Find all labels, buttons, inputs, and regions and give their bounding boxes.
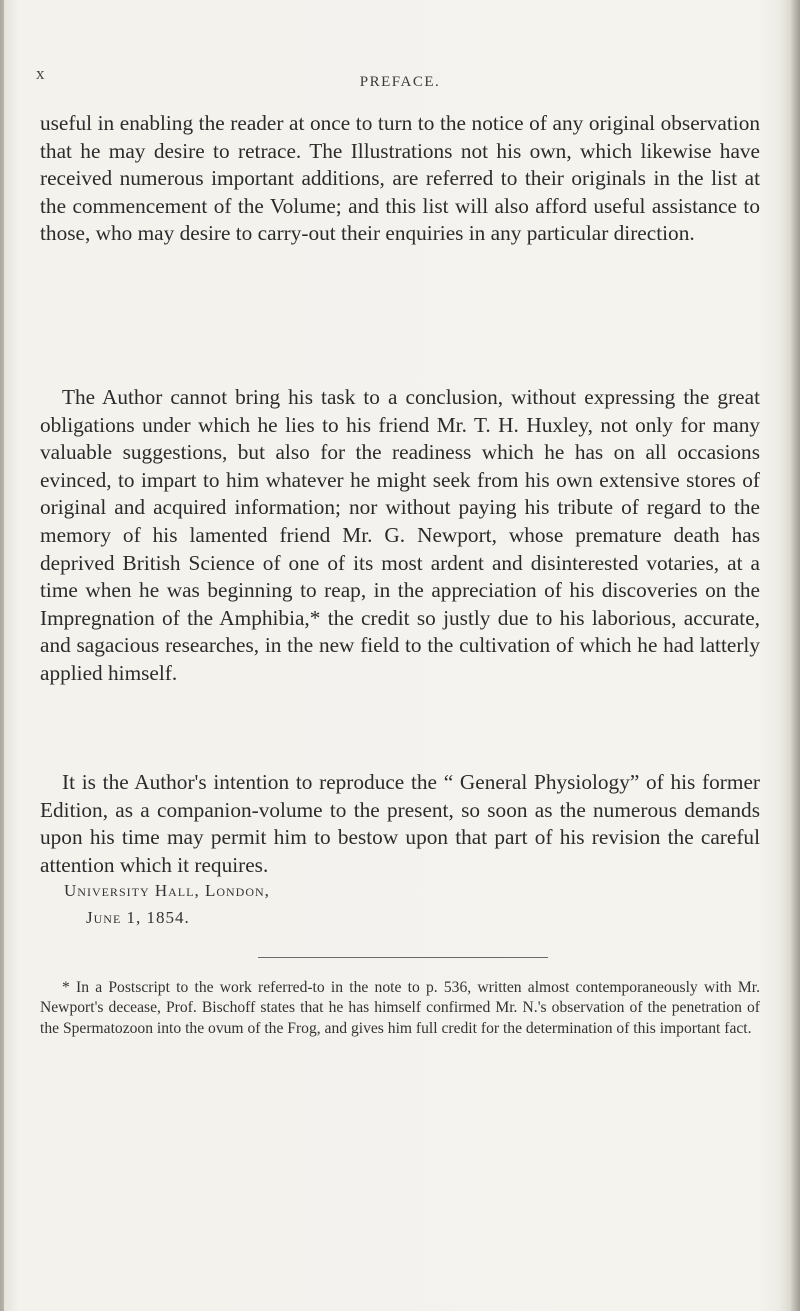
paragraph-text: useful in enabling the reader at once to turn to the notice of any original observation that he may desire to retrace. The Illustrations not his own, which likewise have received numerous important additions, are referred to their originals in the list at the commencement of the Volume; and this list will also afford useful assistance to those, who may desire to carry-out their enquiries in any particular direction. — [40, 111, 760, 246]
paragraph-future-edition — [40, 769, 760, 879]
footnote-divider — [258, 957, 548, 958]
footnote-text: * In a Postscript to the work referred-to in the note to p. 536, written almost contemporaneously with Mr. Newport's decease, Prof. Bischoff states that he has himself confirmed Mr. N.'s observation of the penetration of the Spermatozoon into the ovum of the Frog, and gives him full credit for the determination of this important fact. — [40, 979, 760, 1037]
footnote — [40, 978, 760, 1039]
signature-date: June 1, 1854. — [86, 908, 190, 927]
page-right-edge — [791, 0, 800, 1311]
paragraph-acknowledgements — [40, 384, 760, 688]
paragraph-text: The Author cannot bring his task to a conclusion, without expressing the great obligations under which he lies to his friend Mr. T. H. Huxley, not only for many valuable suggestions, but also for the readiness which he has on all occasions evinced, to impart to him whatever he might seek from his own extensive stores of original and acquired information; nor without paying his tribute of regard to the memory of his lamented friend Mr. G. Newport, whose premature death has deprived British Science of one of its most ardent and disinterested votaries, at a time when he was beginning to reap, in the appreciation of his discoveries on the Impregnation of the Amphibia,* the credit so justly due to his laborious, accurate, and sagacious researches, in the new field to the cultivation of which he had latterly applied himself. — [40, 385, 760, 685]
page-number: x — [36, 64, 46, 83]
paragraph-continuation — [40, 110, 760, 248]
paragraph-text: It is the Author's intention to reproduce the “ General Physiology” of his former Edition, as a companion-volume to the present, so soon as the numerous demands upon his time may permit him to bestow upon that part of his revision the careful attention which it requires. — [40, 770, 760, 877]
signature-place: University Hall, London, — [64, 881, 270, 900]
running-head: PREFACE. — [359, 74, 441, 90]
page-left-edge — [0, 0, 4, 1311]
